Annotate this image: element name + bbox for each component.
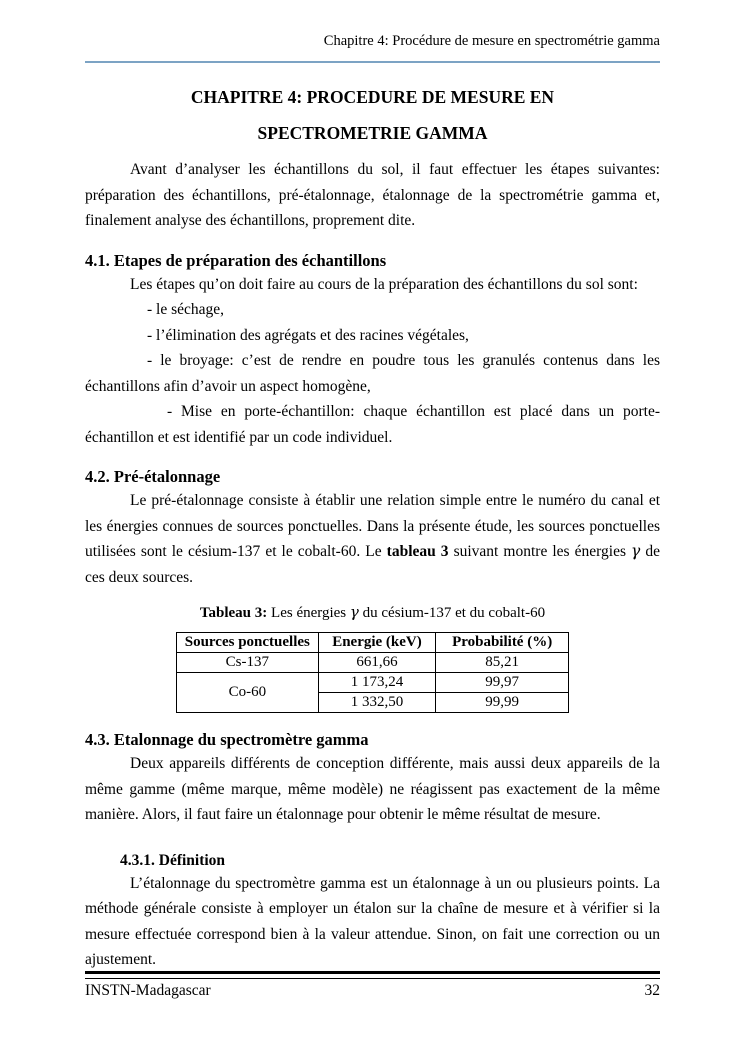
cell-cs137-energy: 661,66: [318, 653, 436, 673]
intro-paragraph: Avant d’analyser les échantillons du sol, il faut effectuer les étapes suivantes: préparation des échantillons, pré-étalonnage, étalonnage de la spectrométrie gamma et, finalement analyse des échantillons, proprement dite.: [85, 161, 660, 229]
cell-cs137-source: Cs-137: [177, 653, 319, 673]
table-caption-gamma-symbol: γ: [349, 603, 359, 621]
column-header-probabilite: Probabilité (%): [436, 633, 569, 653]
section-4-1-intro: Les étapes qu’on doit faire au cours de la préparation des échantillons du sol sont:: [130, 275, 638, 293]
cell-co60-probability-1: 99,97: [436, 673, 569, 693]
column-header-energie: Energie (keV): [318, 633, 436, 653]
chapter-title-line1: CHAPITRE 4: PROCEDURE DE MESURE EN: [190, 87, 555, 107]
table-caption: [85, 602, 660, 624]
section-4-2-text-2: suivant montre les énergies: [448, 543, 632, 560]
cell-cs137-probability: 85,21: [436, 653, 569, 673]
footer-page-number: 32: [644, 982, 660, 999]
list-item-broyage: - le broyage: c’est de rendre en poudre tous les granulés contenus dans les échantillons afin d’avoir un aspect homogène,: [85, 352, 660, 395]
list-item-porte-echantillon: - Mise en porte-échantillon: chaque échantillon est placé dans un porte-échantillon et est identifié par un code individuel.: [85, 403, 660, 446]
cell-co60-source: Co-60: [177, 673, 319, 713]
cell-co60-energy-1: 1 173,24: [318, 673, 436, 693]
running-header: [85, 32, 660, 63]
column-header-sources: Sources ponctuelles: [177, 633, 319, 653]
section-4-2-heading: 4.2. Pré-étalonnage: [85, 467, 221, 486]
section-4-3-1-heading: 4.3.1. Définition: [120, 851, 226, 869]
table-caption-text-1: Les énergies: [267, 605, 350, 621]
table-row-cs137: [177, 653, 569, 673]
running-header-text: Chapitre 4: Procédure de mesure en spectrométrie gamma: [323, 33, 660, 49]
chapter-title: [85, 79, 660, 151]
tableau-3-reference: tableau 3: [386, 543, 449, 560]
section-4-2-paragraph: [85, 488, 660, 590]
section-4-3-1-paragraph: L’étalonnage du spectromètre gamma est un étalonnage à un ou plusieurs points. La méthode générale consiste à employer un étalon sur la chaîne de mesure et à vérifier si la mesure effectuée correspond bien à la valeur attendue. Sinon, on fait une correction ou un ajustement.: [85, 874, 660, 968]
table-header-row: [177, 633, 569, 653]
table-row-co60-1: [177, 673, 569, 693]
table-caption-text-2: du césium-137 et du cobalt-60: [358, 605, 546, 621]
table-caption-label: Tableau 3:: [199, 605, 268, 621]
footer-rule-thin: [85, 978, 660, 1001]
section-4-3-paragraph: Deux appareils différents de conception différente, mais aussi deux appareils de la même gamme (même marque, même modèle) ne réagissent pas exactement de la même manière. Alors, il faut faire un étalonnage pour obtenir le même résultat de mesure.: [85, 755, 660, 823]
footer-rule-thick: [85, 971, 660, 974]
section-4-1-heading: 4.1. Etapes de préparation des échantillons: [85, 250, 387, 270]
cell-co60-probability-2: 99,99: [436, 693, 569, 713]
gamma-symbol: γ: [631, 542, 641, 560]
footer-institution: INSTN-Madagascar: [85, 982, 211, 999]
chapter-title-line2: SPECTROMETRIE GAMMA: [257, 123, 488, 143]
list-item-elimination: - l’élimination des agrégats et des racines végétales,: [147, 326, 469, 344]
section-4-2-text-3: de ces deux sources.: [85, 543, 660, 586]
section-4-2-text-1: Le pré-étalonnage consiste à établir une relation simple entre le numéro du canal et les énergies connues de sources ponctuelles. Dans la présente étude, les sources ponctuelles utilisées sont le césium-137 et le cobalt-60. Le: [85, 492, 660, 560]
list-item-sechage: - le séchage,: [147, 301, 225, 318]
section-4-3-heading: 4.3. Etalonnage du spectromètre gamma: [85, 730, 369, 749]
cell-co60-energy-2: 1 332,50: [318, 693, 436, 713]
energies-table: [176, 632, 569, 713]
page-footer: [85, 971, 660, 1001]
